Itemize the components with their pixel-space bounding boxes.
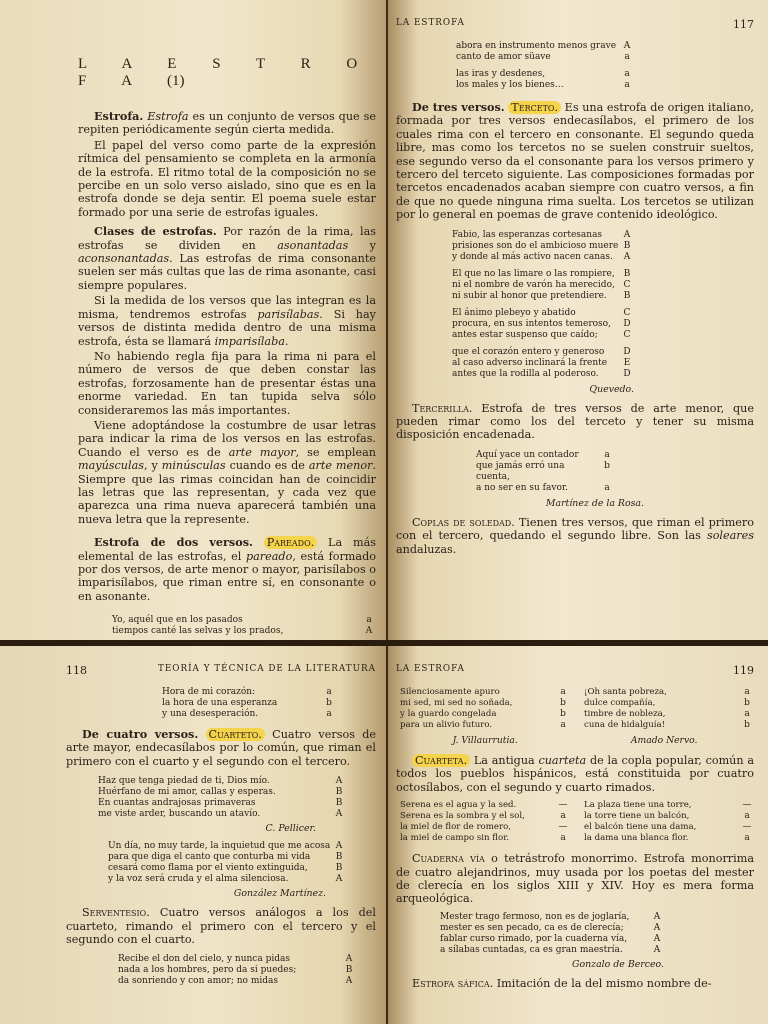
verse-line xyxy=(400,800,570,811)
rhyme-letter: b xyxy=(604,460,610,471)
verse-cuarteto-pellicer xyxy=(98,776,346,820)
verse-line xyxy=(452,358,634,369)
verse-line xyxy=(400,811,570,822)
verse-line xyxy=(456,80,634,91)
verse-text: la miel de campo sin flor. xyxy=(400,833,510,844)
rhyme-letter: b xyxy=(744,720,750,730)
verse-tercerilla xyxy=(476,450,614,494)
verse-text: a no ser en su favor. xyxy=(476,482,569,493)
running-header: LA ESTROFA 119 xyxy=(396,664,754,677)
rhyme-letter: C xyxy=(623,307,631,318)
verse-text: Recibe el don del cielo, y nunca pidas xyxy=(118,954,290,965)
rhyme-letter: a xyxy=(560,720,566,730)
verse-line xyxy=(456,52,634,63)
verse-line xyxy=(440,945,664,956)
rhyme-letter: b xyxy=(560,709,566,719)
verse-terceto xyxy=(452,230,634,380)
rhyme-letter: B xyxy=(623,290,631,301)
verse-line xyxy=(162,698,336,709)
title-footnote-mark: (1) xyxy=(167,73,185,89)
verse-text: procura, en sus intentos temeroso, xyxy=(452,318,611,329)
verse-cuarteto-gonzalez xyxy=(108,841,346,885)
paragraph-serventesio: Serventesio. Cuatro versos análogos a los del cuarteto, rimando el primero con el tercero y el segundo con el cuarto. xyxy=(66,906,376,947)
verse-line xyxy=(400,709,570,720)
verse-text: dulce compañía, xyxy=(584,698,656,708)
verse-text: En cuantas andrajosas primaveras xyxy=(98,798,256,809)
rhyme-letter: A xyxy=(653,922,661,933)
rhyme-letter: A xyxy=(335,841,343,852)
verse-text: da sonriendo y con amor; no midas xyxy=(118,976,278,987)
verse-text: la miel de flor de romero, xyxy=(400,822,511,833)
verse-line xyxy=(452,308,634,319)
verse-text: y la guardo congelada xyxy=(400,709,497,719)
rhyme-letter: a xyxy=(366,615,372,626)
paragraph-cuarteto: De cuatro versos. Cuarteto. Cuatro versos de arte mayor, endecasílabos por lo común, que riman el primero con el cuarto y el segundo con el tercero. xyxy=(66,727,376,768)
rhyme-letter: — xyxy=(558,822,568,833)
page-116 xyxy=(0,0,386,640)
verse-text: y donde al más activo nacen canas. xyxy=(452,251,613,262)
rhyme-letter: A xyxy=(653,944,661,955)
verse-text: ¡Oh santa pobreza, xyxy=(584,687,667,697)
verse-line xyxy=(452,291,634,302)
paragraph-tercerilla: Tercerilla. Estrofa de tres versos de arte menor, que pueden rimar como los del terceto y tener su misma disposición encadenada. xyxy=(396,401,755,442)
verse-nervo xyxy=(584,687,754,731)
verse-line xyxy=(584,698,754,709)
verse-pair-cuartetas xyxy=(400,800,754,844)
stanza-break xyxy=(112,637,376,640)
verse-line xyxy=(584,687,754,698)
verse-text: Mester trago fermoso, non es de joglaría, xyxy=(440,911,630,922)
page-118 xyxy=(0,646,386,1024)
verse-line xyxy=(112,626,376,637)
paragraph-estrofa-safica: Estrofa sáfica. Imitación de la del mismo nombre de- xyxy=(412,976,712,990)
rhyme-letter: a xyxy=(604,449,610,460)
rhyme-letter: A xyxy=(335,874,343,885)
verse-text: que jamás erró una cuenta, xyxy=(476,460,565,482)
verse-text: Un día, no muy tarde, la inquietud que me acosa xyxy=(108,841,331,852)
verse-pair-redondillas xyxy=(400,687,754,731)
verse-text: canto de amor süave xyxy=(456,52,551,62)
rhyme-letter: — xyxy=(742,822,752,833)
rhyme-letter: A xyxy=(335,809,343,820)
rhyme-letter: a xyxy=(560,833,566,844)
rhyme-letter: A xyxy=(653,933,661,944)
rhyme-letter: E xyxy=(623,357,631,368)
rhyme-letter: B xyxy=(345,965,353,976)
verse-line xyxy=(162,709,336,720)
verse-text: la torre tiene un balcón, xyxy=(584,811,690,822)
verse-text: a sílabas cuntadas, ca es gran maestría. xyxy=(440,944,623,955)
verse-text: Serena es el agua y la sed. xyxy=(400,800,517,811)
verse-text: antes estar suspenso que caído; xyxy=(452,329,598,340)
paragraph-papel: El papel del verso como parte de la expresión rítmica del pensamiento se completa en la armonía de la estrofa. El ritmo total de la composición no se percibe en un solo verso aislado, sino que es en la estrofa donde se deja sentir. El poema suele estar formado por una serie de estrofas iguales. xyxy=(78,138,376,219)
verse-text: al caso adverso inclinará la frente xyxy=(452,357,608,368)
verse-line xyxy=(108,863,346,874)
authors-row xyxy=(396,735,754,746)
verse-line xyxy=(118,965,356,976)
verse-text: la hora de una esperanza xyxy=(162,698,278,708)
verse-line xyxy=(476,450,614,461)
verse-line xyxy=(118,976,356,987)
author-martinez-de-la-rosa: Martínez de la Rosa. xyxy=(545,497,644,509)
verse-line xyxy=(584,833,754,844)
verse-text: mi sed, mi sed no soñada, xyxy=(400,698,513,708)
rhyme-letter: A xyxy=(623,229,631,240)
rhyme-letter: a xyxy=(744,687,750,697)
paragraph-medida: Si la medida de los versos que las integran es la misma, tendremos estrofas parisílabas. Si hay versos de distinta medida dentro de una misma estrofa, ésta se llamará imparisílaba. xyxy=(78,294,376,348)
verse-text: Huérfano de mi amor, callas y esperas. xyxy=(98,787,276,798)
verse-line xyxy=(476,483,614,494)
rhyme-letter: C xyxy=(623,279,631,290)
verse-text: y una desesperación. xyxy=(162,709,259,719)
verse-text: El ánimo plebeyo y abatido xyxy=(452,307,576,318)
paragraph-cuarteta: Cuarteta. La antigua cuarteta de la copla popular, común a todos los pueblos hispánicos, está constituida por cuatro octosílabos, con el segundo y cuarto rimados. xyxy=(396,754,754,794)
verse-line xyxy=(440,912,664,923)
verse-text: Hora de mi corazón: xyxy=(162,687,256,697)
rhyme-letter: D xyxy=(623,346,631,357)
rhyme-letter: — xyxy=(742,800,752,811)
rhyme-letter: D xyxy=(623,368,631,379)
verse-text: Haz que tenga piedad de ti, Dios mío. xyxy=(98,776,270,787)
verse-line xyxy=(400,698,570,709)
verse-text: Serena es la sombra y el sol, xyxy=(400,811,525,822)
page-117 xyxy=(388,0,768,640)
verse-text: abora en instrumento menos grave xyxy=(456,41,617,51)
verse-line xyxy=(112,615,376,626)
verse-continued xyxy=(456,41,634,91)
author-villaurrutia: J. Villaurrutia. xyxy=(452,735,518,746)
verse-text: ni el nombre de varón ha merecido, xyxy=(452,279,615,290)
verse-text: la dama una blanca flor. xyxy=(584,833,689,844)
rhyme-letter: a xyxy=(624,80,630,90)
author-quevedo: Quevedo. xyxy=(589,383,634,395)
verse-text: las iras y desdenes, xyxy=(456,69,546,79)
verse-text: y la voz será cruda y el alma silenciosa. xyxy=(108,874,289,885)
rhyme-letter: B xyxy=(335,863,343,874)
rhyme-letter: A xyxy=(623,251,631,262)
verse-text: fablar curso rimado, por la cuaderna vía, xyxy=(440,933,628,944)
page-number: 117 xyxy=(733,18,754,31)
verse-cuarteta-right xyxy=(584,800,754,844)
verse-line xyxy=(440,923,664,934)
verse-line xyxy=(400,822,570,833)
verse-line xyxy=(452,269,634,280)
paragraph-regla: No habiendo regla fija para la rima ni para el número de versos de que deben constar las estrofas, forzosamente han de presentar éstas una enorme variedad. En tan tupida selva sólo consideraremos las más importantes. xyxy=(78,349,376,417)
rhyme-letter: D xyxy=(623,318,631,329)
verse-line xyxy=(452,241,634,252)
rhyme-letter: b xyxy=(326,698,332,708)
verse-line xyxy=(98,798,346,809)
author-berceo: Gonzalo de Berceo. xyxy=(571,958,664,970)
rhyme-letter: b xyxy=(744,698,750,708)
paragraph-estrofa: Estrofa. Estrofa es un conjunto de versos que se repiten periódicamente según cierta medida. xyxy=(78,109,376,137)
verse-line xyxy=(400,833,570,844)
paragraph-cuaderna-via: Cuaderna vía o tetrástrofo monorrimo. Estrofa monorrima de cuatro alejandrinos, muy usada por los poetas del mester de clerecía en los siglos XIII y XIV. Hoy es mera forma arqueológica. xyxy=(396,852,754,906)
verse-text: Silenciosamente apuro xyxy=(400,687,500,697)
verse-line xyxy=(584,709,754,720)
author-nervo: Amado Nervo. xyxy=(630,735,698,746)
rhyme-letter: A xyxy=(623,41,631,51)
verse-berceo xyxy=(440,912,664,956)
verse-text: Yo, aquél que en los pasados xyxy=(112,615,243,626)
verse-line xyxy=(476,461,614,483)
verse-continued xyxy=(162,687,336,720)
verse-line xyxy=(400,687,570,698)
verse-text: El que no las limare o las rompiere, xyxy=(452,268,615,279)
highlight-pareado: Pareado. xyxy=(264,536,317,549)
rhyme-letter: a xyxy=(326,709,332,719)
chapter-title: L A E S T R O F A (1) xyxy=(78,56,374,89)
verse-text: antes que la rodilla al poderoso. xyxy=(452,368,599,379)
verse-line xyxy=(584,822,754,833)
verse-line xyxy=(452,280,634,291)
running-header: LA ESTROFA 117 xyxy=(396,18,754,31)
verse-text: Fabio, las esperanzas cortesanas xyxy=(452,229,603,240)
verse-line xyxy=(98,776,346,787)
highlight-cuarteto: Cuarteto. xyxy=(206,728,265,741)
rhyme-letter: b xyxy=(560,698,566,708)
verse-text: cuna de hidalguía! xyxy=(584,720,666,730)
paragraph-terceto: De tres versos. Terceto. Es una estrofa de origen italiano, formada por tres versos endecasílabos, el primero de los cuales rima con el tercero en consonante. El segundo queda libre, mas como los tercetos no se suelen construir sueltos, ese segundo verso da el consonante para los versos primero y tercero del terceto siguiente. Las composiciones formadas por tercetos encadenados acaban siempre con cuatro versos, a fin de que no quede ninguna rima suelta. Los tercetos se utilizan por lo general en poemas de grave contenido ideológico. xyxy=(396,100,754,222)
verse-text: nada a los hombres, pero da si puedes; xyxy=(118,965,297,976)
rhyme-letter: A xyxy=(335,776,343,787)
rhyme-letter: A xyxy=(345,976,353,987)
verse-text: me viste arder, buscando un atavío. xyxy=(98,809,261,820)
rhyme-letter: a xyxy=(560,687,566,697)
paragraph-clases: Clases de estrofas. Por razón de la rima, las estrofas se dividen en asonantadas y aconsonantadas. Las estrofas de rima consonante suelen ser más cultas que las de rima asonante, casi siempre populares. xyxy=(78,224,377,292)
running-header: 118 TEORÍA Y TÉCNICA DE LA LITERATURA xyxy=(66,664,376,677)
verse-line xyxy=(452,347,634,358)
verse-line xyxy=(118,954,356,965)
rhyme-letter: a xyxy=(624,69,630,79)
verse-line xyxy=(400,720,570,731)
verse-line xyxy=(162,687,336,698)
paragraph-coplas-soledad: Coplas de soledad. Tienen tres versos, que riman el primero con el tercero, quedando el segundo libre. Son las soleares andaluzas. xyxy=(396,515,755,556)
rhyme-letter: a xyxy=(624,52,630,62)
rhyme-letter: B xyxy=(623,268,631,279)
verse-cuarteta-left xyxy=(400,800,570,844)
rhyme-letter: A xyxy=(345,954,353,965)
verse-line xyxy=(108,874,346,885)
verse-text: prisiones son do el ambicioso muere xyxy=(452,240,619,251)
rhyme-letter: — xyxy=(558,800,568,811)
verse-line xyxy=(456,41,634,52)
rhyme-letter: A xyxy=(653,911,661,922)
verse-line xyxy=(584,720,754,731)
rhyme-letter: a xyxy=(744,833,750,844)
verse-text: el balcón tiene una dama, xyxy=(584,822,697,833)
highlight-terceto: Terceto. xyxy=(508,101,561,114)
verse-line xyxy=(456,69,634,80)
verse-pareado xyxy=(112,615,376,640)
verse-text: para que diga el canto que conturba mi vida xyxy=(108,852,311,863)
rhyme-letter: A xyxy=(365,626,373,637)
verse-line xyxy=(452,330,634,341)
verse-line xyxy=(452,369,634,380)
verse-line xyxy=(452,319,634,330)
verse-text: que el corazón entero y generoso xyxy=(452,346,605,357)
verse-villaurrutia xyxy=(400,687,570,731)
verse-line xyxy=(98,809,346,820)
paragraph-pareado: Estrofa de dos versos. Pareado. La más elemental de las estrofas, el pareado, está formado por dos versos, de arte menor o mayor, parisílabos o imparisílabos, que riman entre sí, en consonante o en asonante. xyxy=(78,535,376,603)
rhyme-letter: B xyxy=(623,240,631,251)
rhyme-letter: B xyxy=(335,852,343,863)
verse-text: ni subir al honor que pretendiere. xyxy=(452,290,607,301)
rhyme-letter: C xyxy=(623,329,631,340)
author-gonzalez-martinez: González Martínez. xyxy=(233,888,326,900)
verse-line xyxy=(452,230,634,241)
page-119 xyxy=(388,646,768,1024)
page-number: 118 xyxy=(66,664,87,677)
verse-line xyxy=(108,852,346,863)
verse-text: La plaza tiene una torre, xyxy=(584,800,692,811)
paragraph-letras: Viene adoptándose la costumbre de usar letras para indicar la rima de los versos en las estrofas. Cuando el verso es de arte mayor, se emplean mayúsculas, y minúsculas cuando es de arte menor. Siempre que las rimas coincidan han de coincidir las letras que las representan, y cada vez que aparezca una rima nueva aparecerá también una nueva letra que la represente. xyxy=(78,418,377,526)
rhyme-letter: a xyxy=(604,482,610,493)
verse-text: mester es sen pecado, ca es de clerecía; xyxy=(440,922,624,933)
rhyme-letter: B xyxy=(335,798,343,809)
verse-line xyxy=(98,787,346,798)
verse-text: para un alivio futuro. xyxy=(400,720,493,730)
verse-line xyxy=(584,811,754,822)
verse-text: Aquí yace un contador xyxy=(476,449,579,460)
verse-line xyxy=(108,841,346,852)
verse-text: timbre de nobleza, xyxy=(584,709,666,719)
verse-line xyxy=(584,800,754,811)
verse-text: cesará como flama por el viento extinguida, xyxy=(108,863,308,874)
rhyme-letter: a xyxy=(326,687,332,697)
author-pellicer: C. Pellicer. xyxy=(265,823,316,835)
page-number: 119 xyxy=(733,664,754,677)
rhyme-letter: a xyxy=(560,811,566,822)
verse-text: los males y los bienes… xyxy=(456,80,564,90)
rhyme-letter: a xyxy=(744,811,750,822)
rhyme-letter: B xyxy=(335,787,343,798)
verse-line xyxy=(452,252,634,263)
verse-serventesio xyxy=(118,954,356,987)
rhyme-letter: a xyxy=(744,709,750,719)
highlight-cuarteta: Cuarteta. xyxy=(412,754,470,767)
verse-line xyxy=(440,934,664,945)
verse-text: tiempos canté las selvas y los prados, xyxy=(112,626,284,637)
